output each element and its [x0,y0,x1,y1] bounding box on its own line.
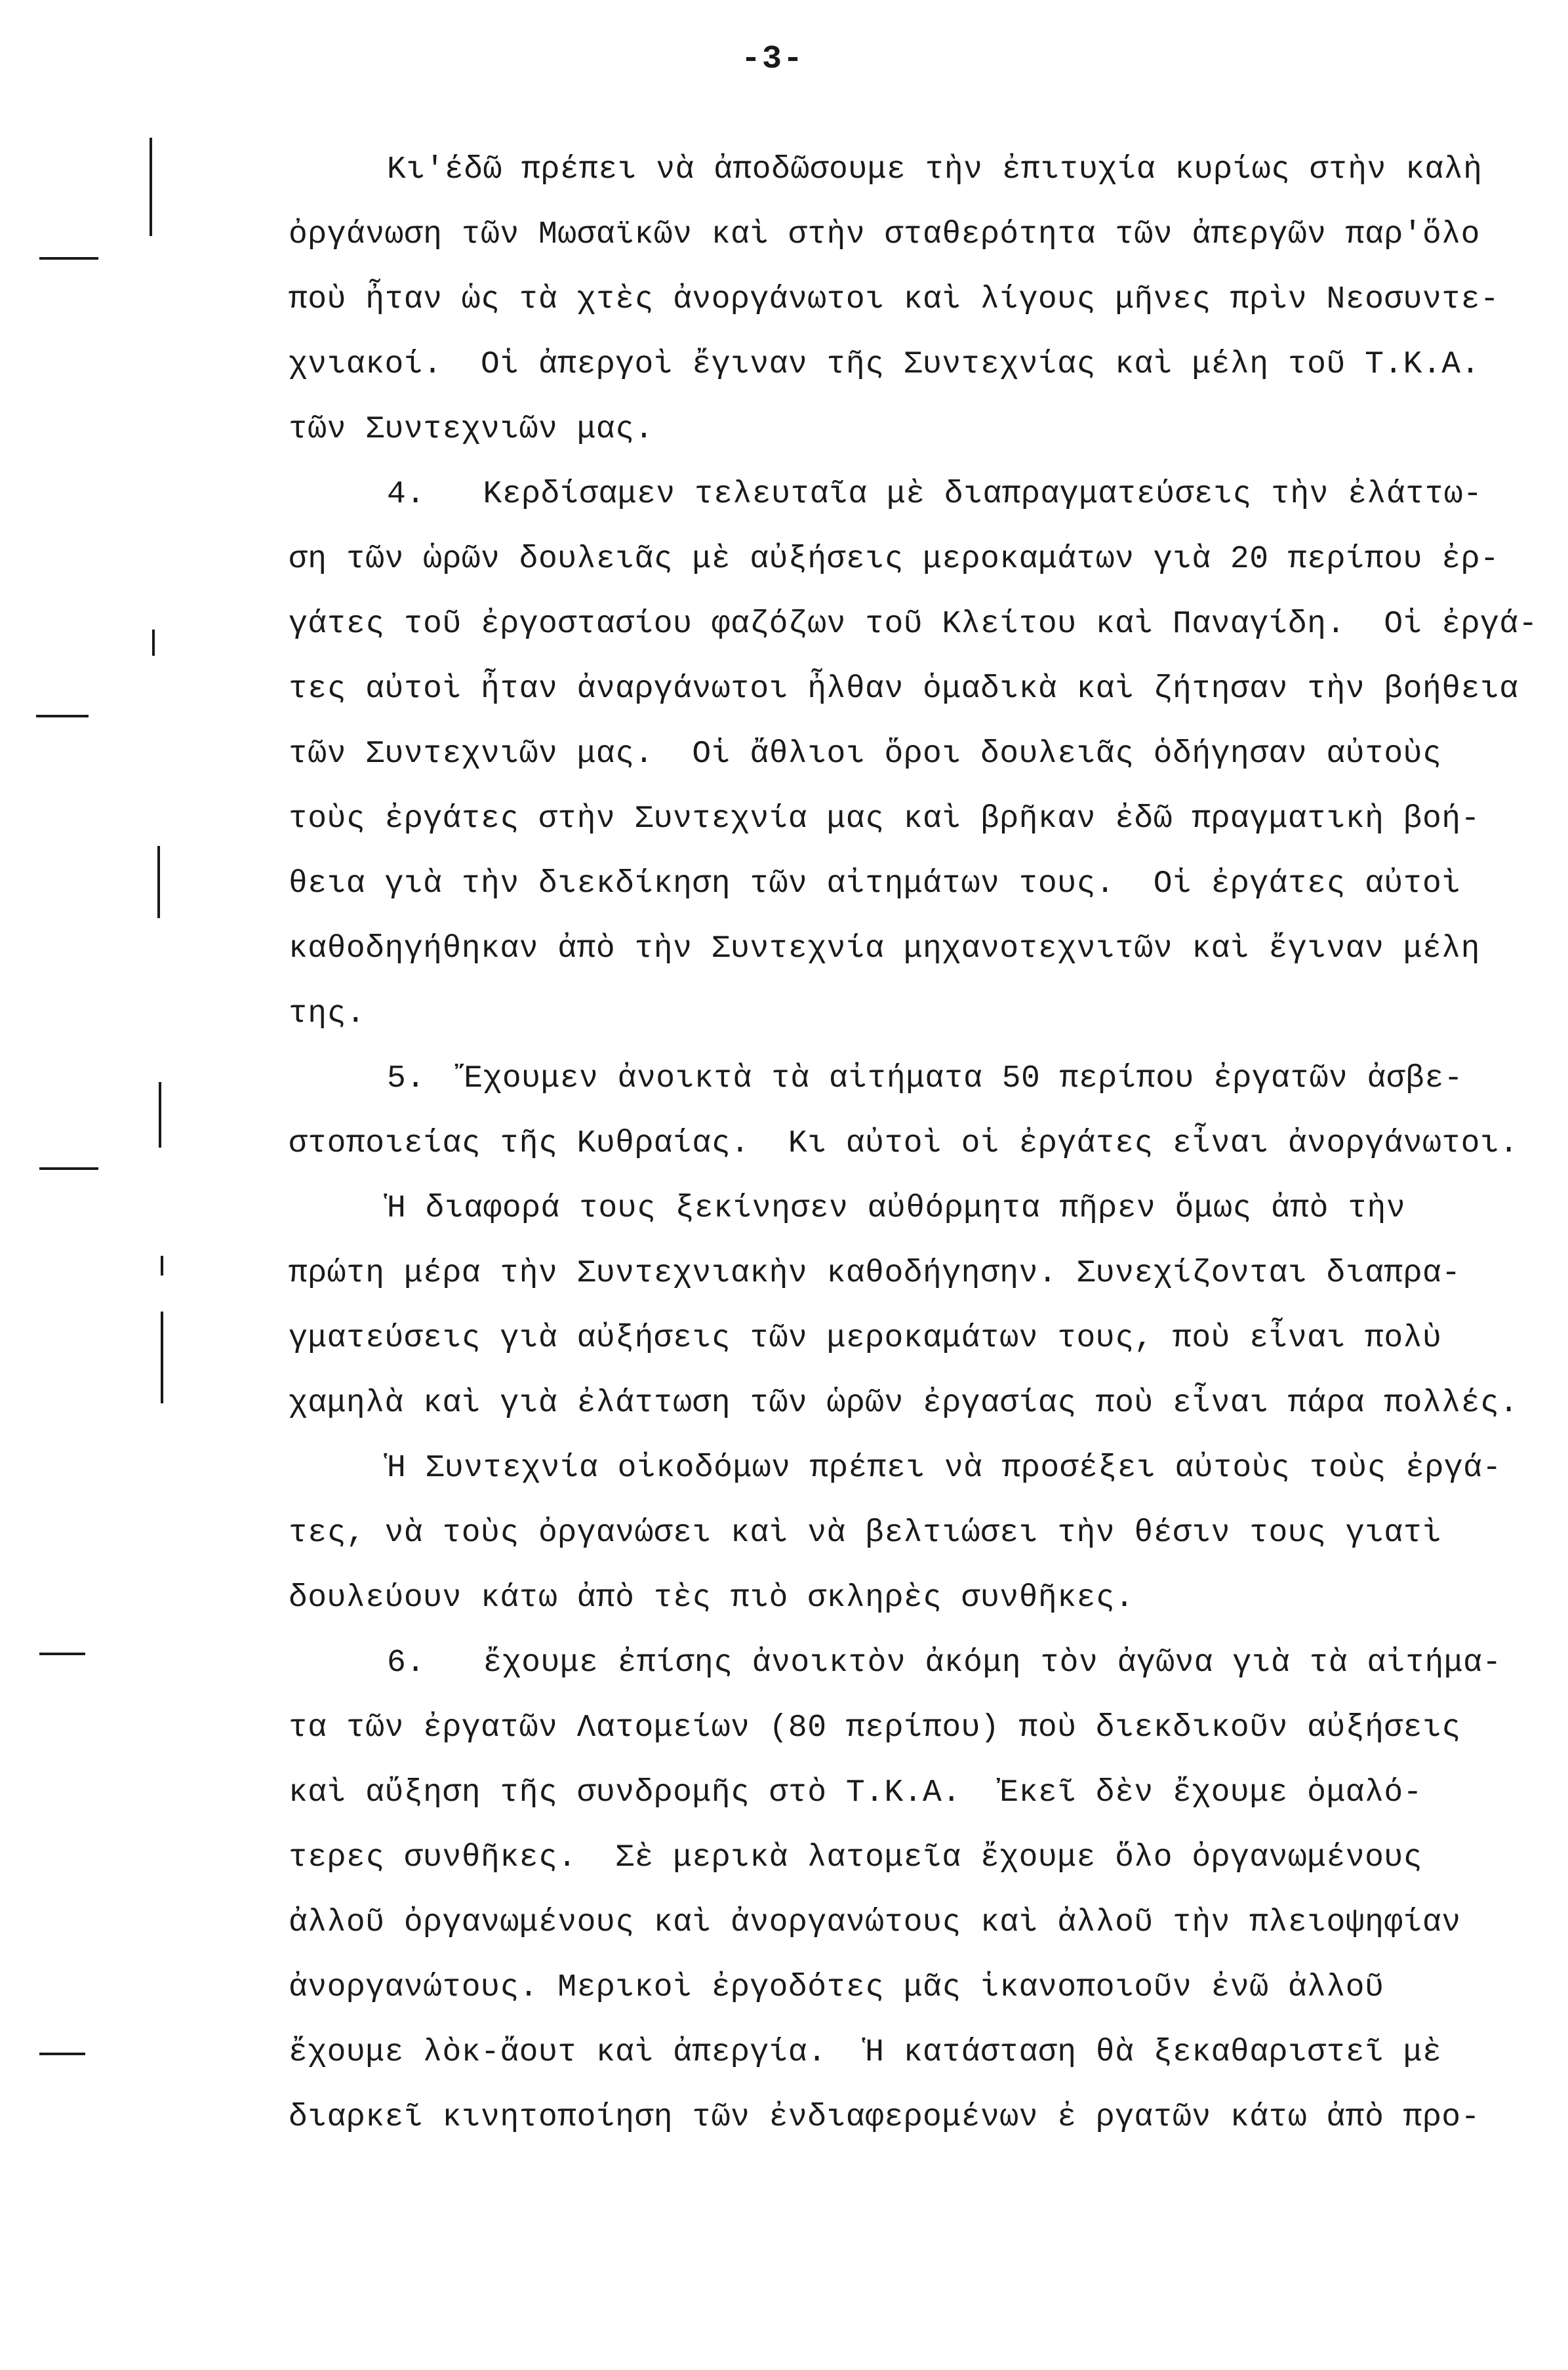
margin-line [152,630,155,656]
margin-line [159,1082,161,1148]
margin-dash [39,257,98,260]
text-line: γάτες τοῦ ἐργοστασίου φαζόζων τοῦ Κλείτου καὶ Παναγίδη. Οἱ ἐργά- [289,607,1538,642]
margin-line [157,846,160,918]
text-line: 6. ἔχουμε ἐπίσης ἀνοικτὸν ἀκόμη τὸν ἀγῶνα γιὰ τὰ αἰτήμα- [387,1645,1502,1681]
text-line: γματεύσεις γιὰ αὐξήσεις τῶν μεροκαμάτων τους, ποὺ εἶναι πολὺ [289,1321,1442,1356]
margin-dash [39,1653,85,1655]
margin-line [150,138,152,236]
text-line: της. [289,996,366,1032]
text-line: ὀργάνωση τῶν Μωσαϊκῶν καὶ στὴν σταθερότητα τῶν ἀπεργῶν παρ'ὅλο [289,217,1480,252]
margin-dash [36,715,89,717]
text-line: πρώτη μέρα τὴν Συντεχνιακὴν καθοδήγησην. Συνεχίζονται διαπρα- [289,1256,1461,1291]
text-line: τες, νὰ τοὺς ὀργανώσει καὶ νὰ βελτιώσει τὴν θέσιν τους γιατὶ [289,1516,1442,1551]
typed-text-body [289,138,1548,2150]
text-line: τῶν Συντεχνιῶν μας. [289,412,654,447]
text-line: ἀλλοῦ ὀργανωμένους καὶ ἀνοργανώτους καὶ ἀλλοῦ τὴν πλειοψηφίαν [289,1905,1461,1940]
text-line: τερες συνθῆκες. Σὲ μερικὰ λατομεῖα ἔχουμε ὅλο ὀργανωμένους [289,1840,1422,1876]
text-line: ση τῶν ὡρῶν δουλειᾶς μὲ αὐξήσεις μεροκαμάτων γιὰ 20 περίπου ἐρ- [289,542,1500,577]
text-line: καὶ αὔξηση τῆς συνδρομῆς στὸ Τ.Κ.Α. Ἐκεῖ δὲν ἔχουμε ὁμαλό- [289,1775,1422,1811]
text-line: ποὺ ἦταν ὡς τὰ χτὲς ἀνοργάνωτοι καὶ λίγους μῆνες πρὶν Νεοσυντε- [289,282,1500,317]
margin-line [161,1312,163,1403]
page-number: -3- [741,41,805,78]
text-line: Κι'έδῶ πρέπει νὰ ἀποδῶσουμε τὴν ἐπιτυχία κυρίως στὴν καλὴ [387,152,1483,188]
text-line: τῶν Συντεχνιῶν μας. Οἱ ἄθλιοι ὅροι δουλειᾶς ὁδήγησαν αὐτοὺς [289,736,1442,772]
text-line: καθοδηγήθηκαν ἀπὸ τὴν Συντεχνία μηχανοτεχνιτῶν καὶ ἔγιναν μέλη [289,931,1480,967]
text-line: χαμηλὰ καὶ γιὰ ἐλάττωση τῶν ὡρῶν ἐργασίας ποὺ εἶναι πάρα πολλές. [289,1386,1519,1421]
text-line: θεια γιὰ τὴν διεκδίκηση τῶν αἰτημάτων τους. Οἱ ἐργάτες αὐτοὶ [289,866,1461,902]
text-line: διαρκεῖ κινητοποίηση τῶν ἐνδιαφερομένων ἐ ργατῶν κάτω ἀπὸ προ- [289,2100,1480,2135]
text-line: χνιακοί. Οἱ ἀπεργοὶ ἔγιναν τῆς Συντεχνίας καὶ μέλη τοῦ Τ.Κ.Α. [289,347,1480,382]
margin-line [161,1256,163,1275]
text-line: ἔχουμε λὸκ-ἄουτ καὶ ἀπεργία. Ἡ κατάσταση θὰ ξεκαθαριστεῖ μὲ [289,2035,1442,2070]
text-line: Ἡ διαφορά τους ξεκίνησεν αὐθόρμητα πῆρεν ὅμως ἀπὸ τὴν [387,1191,1406,1226]
text-line: δουλεύουν κάτω ἀπὸ τὲς πιὸ σκληρὲς συνθῆκες. [289,1580,1135,1616]
text-line: ἀνοργανώτους. Μερικοὶ ἐργοδότες μᾶς ἱκανοποιοῦν ἐνῶ ἀλλοῦ [289,1970,1384,2005]
text-line: Ἡ Συντεχνία οἰκοδόμων πρέπει νὰ προσέξει αὐτοὺς τοὺς ἐργά- [387,1451,1502,1486]
margin-dash [39,2053,85,2055]
text-line: τα τῶν ἐργατῶν Λατομείων (80 περίπου) ποὺ διεκδικοῦν αὐξήσεις [289,1710,1461,1746]
text-line: 4. Κερδίσαμεν τελευταῖα μὲ διαπραγματεύσεις τὴν ἐλάττω- [387,477,1483,512]
text-line: τοὺς ἐργάτες στὴν Συντεχνία μας καὶ βρῆκαν ἐδῶ πραγματικὴ βοή- [289,801,1480,837]
margin-dash [39,1167,98,1170]
text-line: 5. Ἔχουμεν ἀνοικτὰ τὰ αἰτήματα 50 περίπου ἐργατῶν ἀσβε- [387,1061,1464,1096]
text-line: στοποιείας τῆς Κυθραίας. Κι αὐτοὶ οἱ ἐργάτες εἶναι ἀνοργάνωτοι. [289,1126,1519,1161]
text-line: τες αὐτοὶ ἦταν ἀναργάνωτοι ἦλθαν ὁμαδικὰ καὶ ζήτησαν τὴν βοήθεια [289,672,1519,707]
